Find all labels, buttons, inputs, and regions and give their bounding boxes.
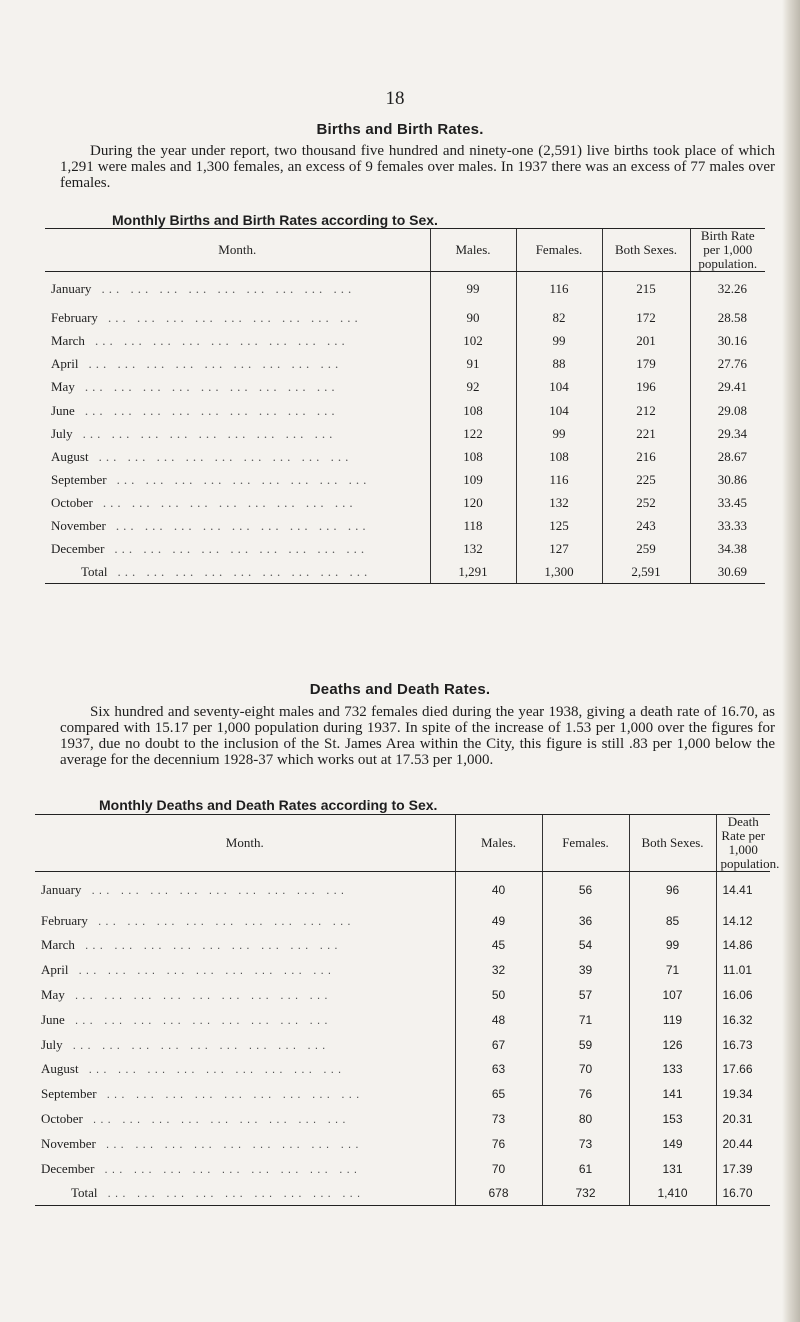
females-cell: 73 [542, 1131, 629, 1156]
rate-cell: 16.32 [716, 1007, 770, 1032]
females-cell: 88 [516, 353, 602, 376]
births-total-row [45, 561, 765, 584]
rate-cell: 28.67 [690, 445, 765, 468]
month-cell [35, 1131, 455, 1156]
month-cell [35, 1107, 455, 1132]
leader-dots: ... ... ... ... ... ... ... ... ... [115, 517, 370, 533]
month-name: September [41, 1086, 97, 1102]
females-cell: 54 [542, 933, 629, 958]
rate-cell: 20.44 [716, 1131, 770, 1156]
both-cell: 133 [629, 1057, 716, 1082]
rate-cell: 29.34 [690, 422, 765, 445]
males-cell: 76 [455, 1131, 542, 1156]
rate-cell: 33.45 [690, 491, 765, 514]
males-cell: 118 [430, 514, 516, 537]
table-row [45, 376, 765, 399]
females-cell: 59 [542, 1032, 629, 1057]
month-cell [45, 445, 430, 468]
males-cell: 108 [430, 399, 516, 422]
month-name: February [51, 310, 98, 326]
leader-dots: ... ... ... ... ... ... ... ... ... [72, 1037, 330, 1052]
deaths-table [35, 814, 780, 1206]
births-col-males: Males. [430, 229, 516, 272]
births-table-title: Monthly Births and Birth Rates according to Sex. [112, 212, 438, 228]
births-paragraph: During the year under report, two thousand five hundred and ninety-one (2,591) live births took place of which 1,291 were males and 1,300 females, an excess of 9 females over males. In 1937 there was an excess of 77 males over females. [60, 143, 775, 191]
males-cell: 48 [455, 1007, 542, 1032]
leader-dots: ... ... ... ... ... ... ... ... ... [88, 1062, 346, 1077]
month-name: June [51, 402, 75, 418]
table-row [45, 272, 765, 307]
month-cell [45, 353, 430, 376]
males-cell: 70 [455, 1156, 542, 1181]
males-cell: 32 [455, 958, 542, 983]
deaths-heading: Deaths and Death Rates. [309, 681, 491, 698]
table-row [35, 983, 770, 1008]
males-cell: 73 [455, 1107, 542, 1132]
deaths-total-row [35, 1181, 770, 1206]
males-cell: 92 [430, 376, 516, 399]
leader-dots: ... ... ... ... ... ... ... ... ... [102, 494, 357, 510]
month-cell [45, 514, 430, 537]
both-cell: 252 [602, 491, 690, 514]
month-cell [35, 983, 455, 1008]
leader-dots: ... ... ... ... ... ... ... ... ... [116, 471, 371, 487]
leader-dots: ... ... ... ... ... ... ... ... ... [117, 563, 372, 579]
rate-cell: 20.31 [716, 1107, 770, 1132]
females-cell: 116 [516, 468, 602, 491]
month-cell [45, 399, 430, 422]
leader-dots: ... ... ... ... ... ... ... ... ... [82, 425, 337, 441]
month-cell [35, 933, 455, 958]
births-heading: Births and Birth Rates. [316, 121, 484, 138]
both-cell: 201 [602, 330, 690, 353]
females-cell: 39 [542, 958, 629, 983]
both-cell: 131 [629, 1156, 716, 1181]
rate-cell: 14.12 [716, 908, 770, 933]
both-cell: 149 [629, 1131, 716, 1156]
month-name: December [41, 1160, 95, 1176]
month-name: November [41, 1135, 96, 1151]
females-cell: 61 [542, 1156, 629, 1181]
males-cell: 63 [455, 1057, 542, 1082]
month-name: July [41, 1036, 63, 1052]
leader-dots: ... ... ... ... ... ... ... ... ... [74, 1012, 332, 1027]
both-cell: 179 [602, 353, 690, 376]
females-cell: 56 [542, 872, 629, 909]
month-cell [45, 422, 430, 445]
both-cell: 243 [602, 514, 690, 537]
deaths-paragraph: Six hundred and seventy-eight males and 732 females died during the year 1938, giving a death rate of 16.70, as compared with 15.17 per 1,000 population during 1937. In spite of the increase of 1.53 per 1,000 over the figures for 1937, due no doubt to the inclusion of the St. James Area within the City, this figure is still .83 per 1,000 below the average for the decennium 1928-37 which works out at 17.53 per 1,000. [60, 704, 775, 768]
both-cell: 71 [629, 958, 716, 983]
rate-cell: 14.41 [716, 872, 770, 909]
both-cell: 212 [602, 399, 690, 422]
month-cell [35, 1181, 455, 1206]
month-cell [45, 538, 430, 561]
rate-cell: 11.01 [716, 958, 770, 983]
month-name: March [41, 937, 75, 953]
leader-dots: ... ... ... ... ... ... ... ... ... [97, 913, 355, 928]
males-cell: 1,291 [430, 561, 516, 584]
both-cell: 196 [602, 376, 690, 399]
leader-dots: ... ... ... ... ... ... ... ... ... [84, 379, 339, 395]
males-cell: 108 [430, 445, 516, 468]
males-cell: 122 [430, 422, 516, 445]
rate-cell: 16.73 [716, 1032, 770, 1057]
table-row [35, 958, 770, 983]
month-cell [35, 1156, 455, 1181]
both-cell: 1,410 [629, 1181, 716, 1206]
table-row [45, 330, 765, 353]
table-row [35, 1082, 770, 1107]
table-row [45, 422, 765, 445]
both-cell: 107 [629, 983, 716, 1008]
males-cell: 49 [455, 908, 542, 933]
deaths-col-females: Females. [542, 815, 629, 872]
rate-cell: 19.34 [716, 1082, 770, 1107]
table-row [35, 1007, 770, 1032]
deaths-col-rate: Death Rate per 1,000 population. [716, 815, 770, 872]
month-cell [35, 908, 455, 933]
leader-dots: ... ... ... ... ... ... ... ... ... [101, 281, 356, 297]
males-cell: 132 [430, 538, 516, 561]
month-name: January [51, 281, 92, 297]
males-cell: 90 [430, 307, 516, 330]
rate-cell: 33.33 [690, 514, 765, 537]
table-row [45, 538, 765, 561]
females-cell: 99 [516, 422, 602, 445]
rate-cell: 16.70 [716, 1181, 770, 1206]
deaths-col-month: Month. [35, 815, 455, 872]
leader-dots: ... ... ... ... ... ... ... ... ... [114, 541, 369, 557]
month-name: April [41, 962, 69, 978]
table-row [35, 1156, 770, 1181]
leader-dots: ... ... ... ... ... ... ... ... ... [105, 1136, 363, 1151]
leader-dots: ... ... ... ... ... ... ... ... ... [104, 1161, 362, 1176]
females-cell: 104 [516, 399, 602, 422]
month-name: November [51, 517, 106, 533]
table-row [35, 1131, 770, 1156]
both-cell: 141 [629, 1082, 716, 1107]
rate-cell: 28.58 [690, 307, 765, 330]
females-cell: 36 [542, 908, 629, 933]
both-cell: 119 [629, 1007, 716, 1032]
month-name: August [41, 1061, 79, 1077]
both-cell: 126 [629, 1032, 716, 1057]
table-row [35, 1057, 770, 1082]
females-cell: 82 [516, 307, 602, 330]
leader-dots: ... ... ... ... ... ... ... ... ... [74, 988, 332, 1003]
females-cell: 76 [542, 1082, 629, 1107]
males-cell: 120 [430, 491, 516, 514]
males-cell: 40 [455, 872, 542, 909]
females-cell: 132 [516, 491, 602, 514]
month-cell [45, 561, 430, 584]
table-row [35, 908, 770, 933]
births-col-month: Month. [45, 229, 430, 272]
leader-dots: ... ... ... ... ... ... ... ... ... [84, 938, 342, 953]
table-row [35, 1107, 770, 1132]
table-row [35, 872, 770, 909]
month-name: June [41, 1011, 65, 1027]
leader-dots: ... ... ... ... ... ... ... ... ... [84, 402, 339, 418]
table-row [45, 307, 765, 330]
rate-cell: 34.38 [690, 538, 765, 561]
month-cell [35, 1057, 455, 1082]
females-cell: 125 [516, 514, 602, 537]
month-cell [45, 468, 430, 491]
both-cell: 216 [602, 445, 690, 468]
females-cell: 116 [516, 272, 602, 307]
both-cell: 225 [602, 468, 690, 491]
males-cell: 65 [455, 1082, 542, 1107]
males-cell: 99 [430, 272, 516, 307]
rate-cell: 32.26 [690, 272, 765, 307]
males-cell: 91 [430, 353, 516, 376]
month-name: September [51, 471, 107, 487]
males-cell: 109 [430, 468, 516, 491]
females-cell: 80 [542, 1107, 629, 1132]
rate-cell: 27.76 [690, 353, 765, 376]
page-number: 18 [385, 88, 405, 109]
month-name: Total [81, 563, 108, 579]
month-name: May [51, 379, 75, 395]
births-col-both: Both Sexes. [602, 229, 690, 272]
table-row [45, 468, 765, 491]
rate-cell: 14.86 [716, 933, 770, 958]
month-cell [45, 491, 430, 514]
table-row [45, 399, 765, 422]
table-row [45, 514, 765, 537]
table-row [45, 491, 765, 514]
leader-dots: ... ... ... ... ... ... ... ... ... [88, 356, 343, 372]
deaths-table-title: Monthly Deaths and Death Rates according to Sex. [99, 797, 438, 813]
deaths-col-males: Males. [455, 815, 542, 872]
males-cell: 67 [455, 1032, 542, 1057]
leader-dots: ... ... ... ... ... ... ... ... ... [107, 1186, 365, 1201]
females-cell: 1,300 [516, 561, 602, 584]
both-cell: 99 [629, 933, 716, 958]
births-table [45, 228, 765, 584]
females-cell: 127 [516, 538, 602, 561]
females-cell: 732 [542, 1181, 629, 1206]
table-row [35, 1032, 770, 1057]
table-row [45, 353, 765, 376]
month-name: January [41, 882, 82, 898]
females-cell: 70 [542, 1057, 629, 1082]
month-cell [35, 1082, 455, 1107]
females-cell: 71 [542, 1007, 629, 1032]
rate-cell: 30.16 [690, 330, 765, 353]
leader-dots: ... ... ... ... ... ... ... ... ... [98, 448, 353, 464]
females-cell: 99 [516, 330, 602, 353]
month-cell [35, 1007, 455, 1032]
table-row [35, 933, 770, 958]
leader-dots: ... ... ... ... ... ... ... ... ... [78, 963, 336, 978]
table-row [45, 445, 765, 468]
both-cell: 96 [629, 872, 716, 909]
month-cell [35, 1032, 455, 1057]
rate-cell: 17.39 [716, 1156, 770, 1181]
both-cell: 259 [602, 538, 690, 561]
month-name: April [51, 356, 79, 372]
month-name: February [41, 912, 88, 928]
females-cell: 104 [516, 376, 602, 399]
month-name: Total [71, 1185, 98, 1201]
rate-cell: 30.86 [690, 468, 765, 491]
leader-dots: ... ... ... ... ... ... ... ... ... [94, 333, 349, 349]
month-cell [35, 958, 455, 983]
both-cell: 153 [629, 1107, 716, 1132]
leader-dots: ... ... ... ... ... ... ... ... ... [106, 1087, 364, 1102]
both-cell: 2,591 [602, 561, 690, 584]
month-name: May [41, 987, 65, 1003]
month-name: October [41, 1111, 83, 1127]
both-cell: 215 [602, 272, 690, 307]
births-col-rate: Birth Rate per 1,000 population. [690, 229, 765, 272]
rate-cell: 16.06 [716, 983, 770, 1008]
month-name: December [51, 541, 105, 557]
month-cell [45, 376, 430, 399]
leader-dots: ... ... ... ... ... ... ... ... ... [92, 1112, 350, 1127]
males-cell: 50 [455, 983, 542, 1008]
rate-cell: 29.41 [690, 376, 765, 399]
both-cell: 172 [602, 307, 690, 330]
month-name: August [51, 448, 89, 464]
rate-cell: 30.69 [690, 561, 765, 584]
males-cell: 678 [455, 1181, 542, 1206]
leader-dots: ... ... ... ... ... ... ... ... ... [91, 883, 349, 898]
month-cell [45, 272, 430, 307]
page-edge-shadow [782, 0, 800, 1322]
births-col-females: Females. [516, 229, 602, 272]
deaths-col-both: Both Sexes. [629, 815, 716, 872]
leader-dots: ... ... ... ... ... ... ... ... ... [107, 310, 362, 326]
month-name: October [51, 494, 93, 510]
both-cell: 85 [629, 908, 716, 933]
month-name: July [51, 425, 73, 441]
males-cell: 102 [430, 330, 516, 353]
both-cell: 221 [602, 422, 690, 445]
females-cell: 57 [542, 983, 629, 1008]
rate-cell: 29.08 [690, 399, 765, 422]
rate-cell: 17.66 [716, 1057, 770, 1082]
females-cell: 108 [516, 445, 602, 468]
males-cell: 45 [455, 933, 542, 958]
month-cell [45, 307, 430, 330]
month-name: March [51, 333, 85, 349]
month-cell [35, 872, 455, 909]
month-cell [45, 330, 430, 353]
